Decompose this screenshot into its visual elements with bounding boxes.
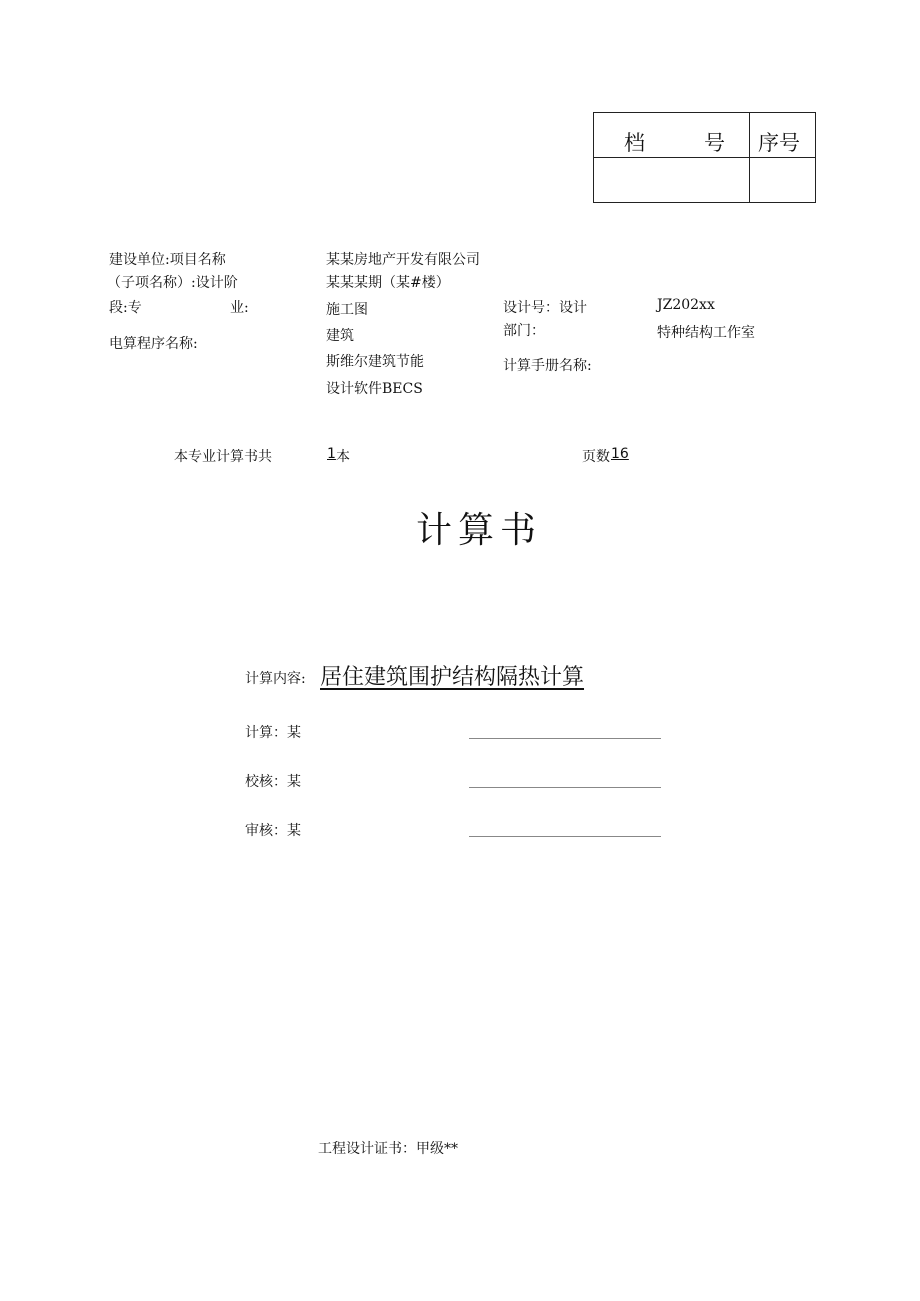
archive-number-table (593, 112, 816, 203)
total-books-unit: 本 (336, 449, 350, 465)
program-value-line1: 斯维尔建筑节能 (326, 354, 424, 370)
department-value: 特种结构工作室 (657, 325, 755, 341)
pages-value: 16 (611, 446, 629, 462)
archive-label-right: 号 (704, 131, 725, 155)
calculator-signature-line (469, 738, 661, 739)
design-no-label: 设计号：设计 (503, 300, 587, 316)
checker-label: 校核：某 (245, 774, 301, 790)
reviewer-signature-line (469, 836, 661, 837)
subproject-label: （子项名称）:设计阶 (107, 275, 238, 291)
program-name-label: 电算程序名称: (109, 336, 198, 352)
project-name-label: 建设单位:项目名称 (109, 252, 226, 268)
checker-signature-line (469, 787, 661, 788)
manual-name-label: 计算手册名称: (503, 358, 592, 374)
certificate-text: 工程设计证书：甲级** (318, 1141, 458, 1157)
program-value-line2: 设计软件BECS (326, 381, 423, 397)
page-title: 计算书 (416, 510, 543, 551)
pages-label: 页数 (582, 449, 610, 465)
stage-value: 施工图 (326, 302, 368, 318)
content-value: 居住建筑围护结构隔热计算 (320, 665, 585, 690)
department-label: 部门： (503, 323, 545, 339)
discipline-value: 建筑 (326, 328, 354, 344)
total-books-value: 1 (327, 446, 336, 462)
content-label: 计算内容: (245, 671, 306, 687)
archive-label-left: 档 (624, 131, 645, 155)
table-divider (594, 157, 815, 158)
project-name-value: 某某房地产开发有限公司 (326, 252, 480, 268)
subproject-value: 某某某期（某#楼） (326, 275, 450, 291)
stage-label-a: 段:专 (109, 300, 142, 316)
serial-label: 序号 (758, 131, 800, 155)
reviewer-label: 审核：某 (245, 823, 301, 839)
design-no-value: JZ202xx (657, 297, 715, 313)
calculator-label: 计算：某 (245, 725, 301, 741)
total-books-label: 本专业计算书共 (174, 449, 272, 465)
stage-label-b: 业: (230, 300, 249, 316)
